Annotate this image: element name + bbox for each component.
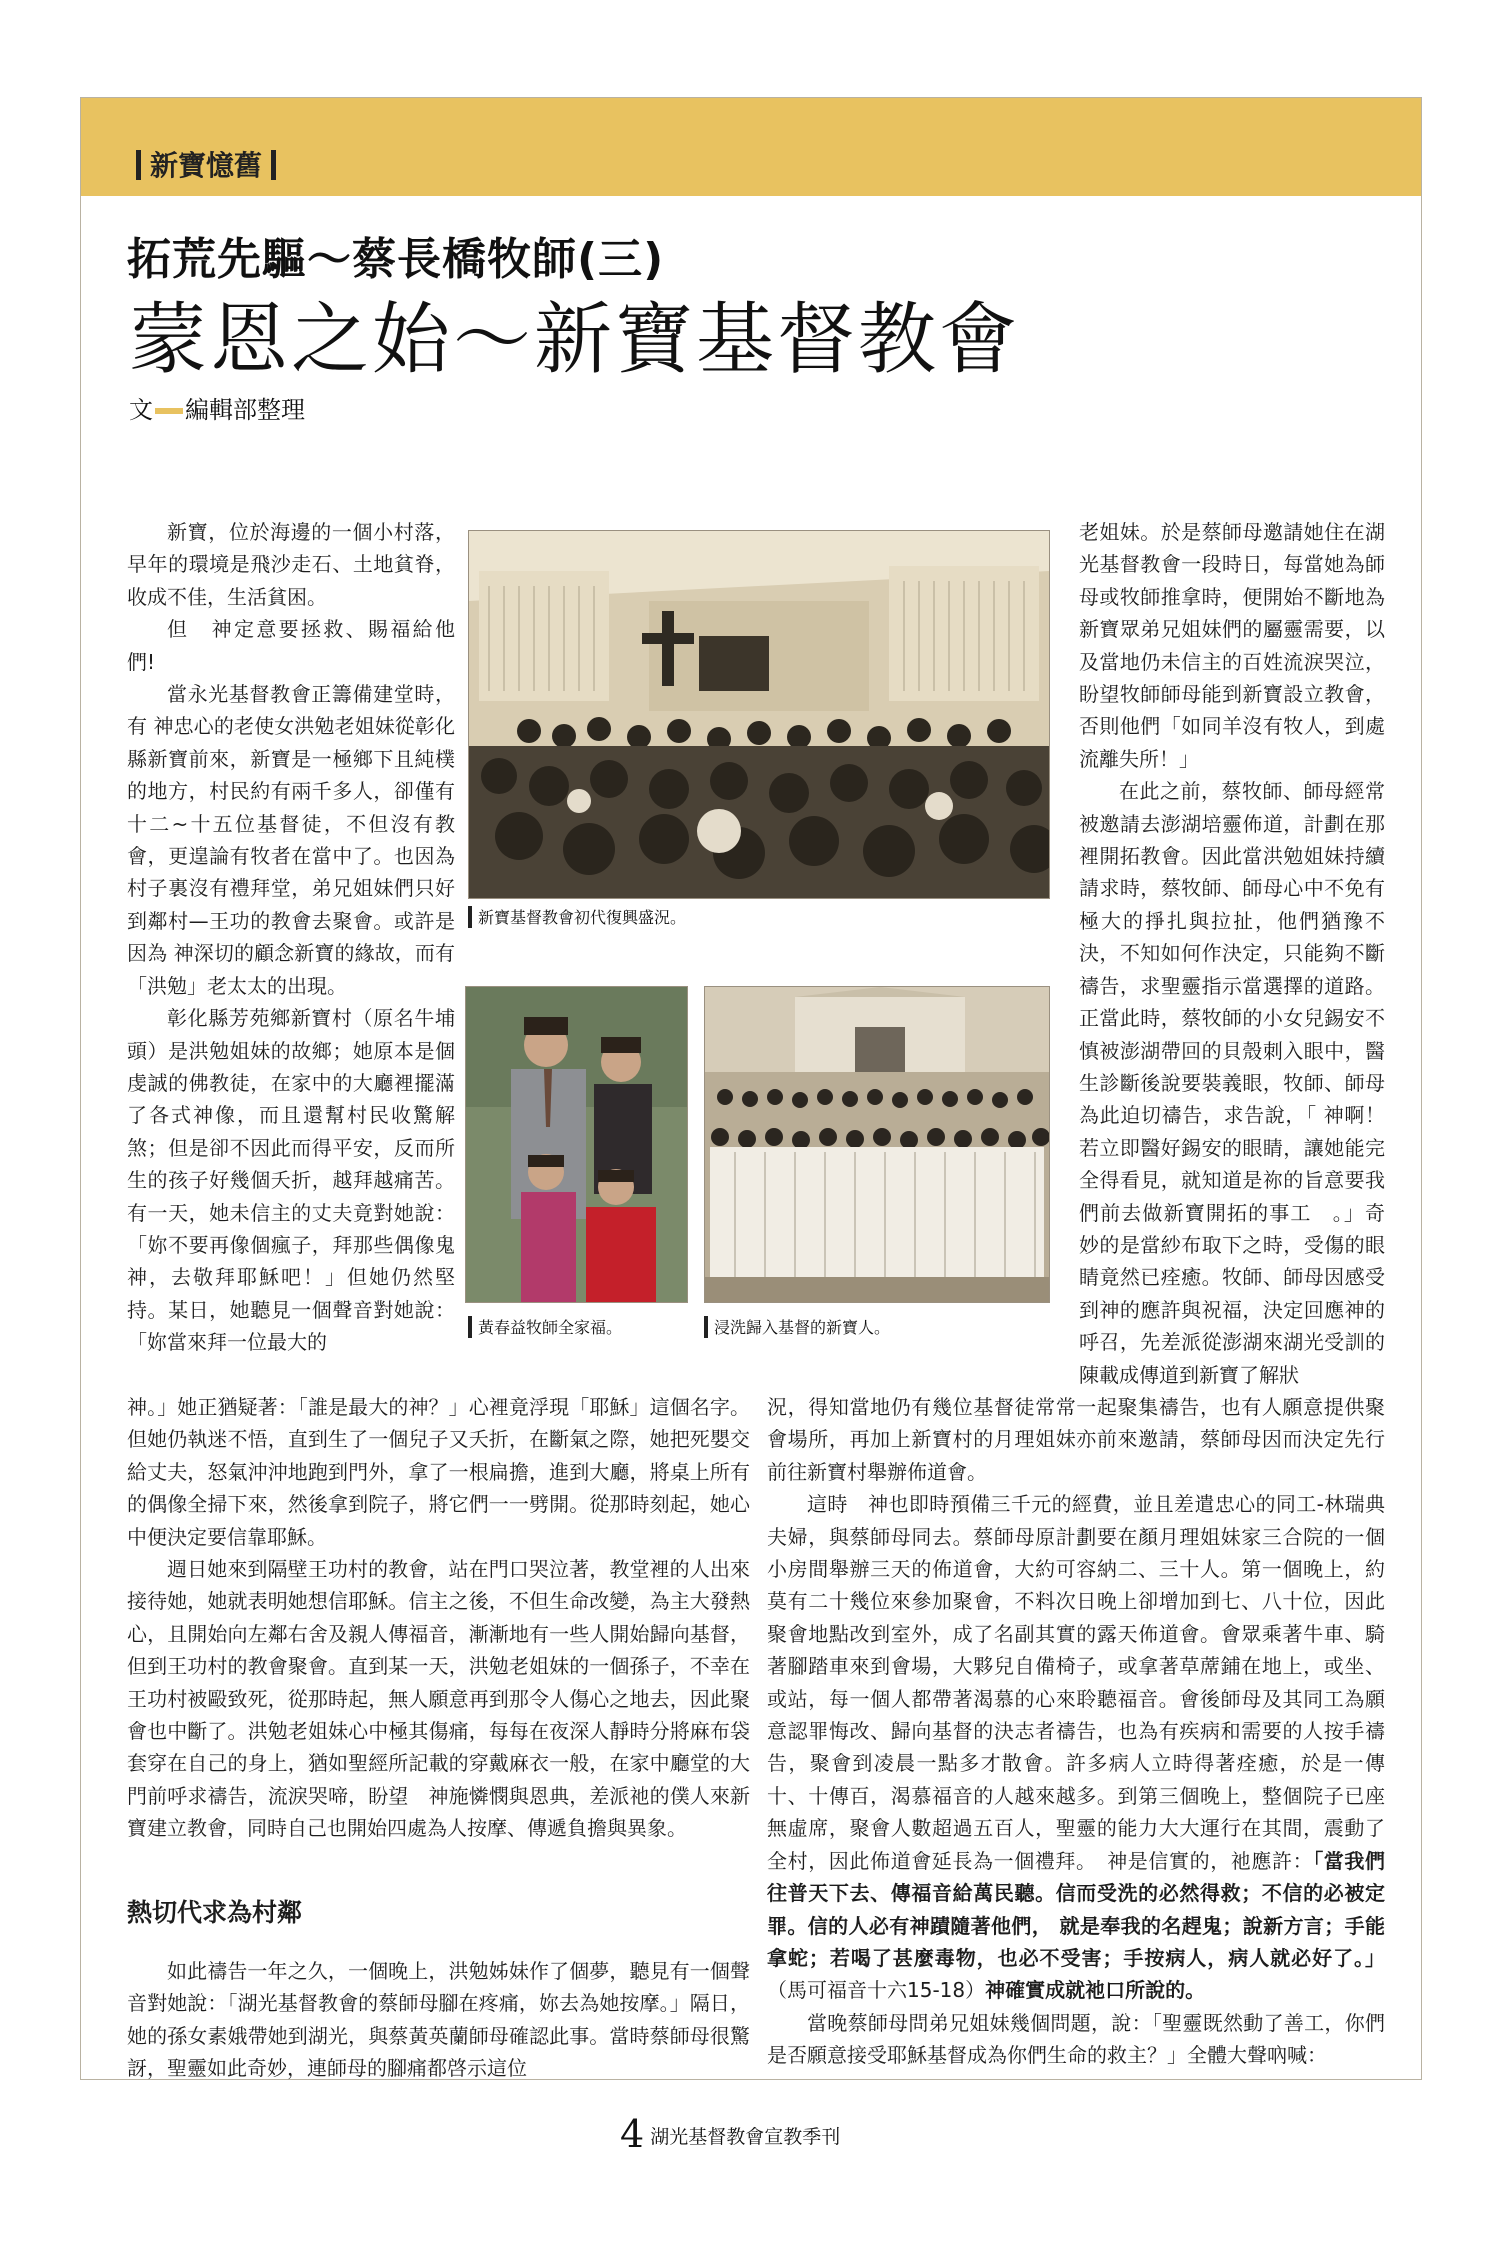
page-footer: [620, 2112, 840, 2156]
section-label: 新寶憶舊: [127, 146, 285, 186]
scripture-ending: 神確實成就祂口所說的。: [985, 1978, 1206, 2003]
byline: [129, 392, 305, 428]
paragraph: 當晚蔡師母問弟兄姐妹幾個問題，說：「聖靈既然動了善工，你們是否願意接受耶穌基督成為你們生命的救主？」全體大聲吶喊：: [767, 2010, 1385, 2068]
photo-baptism-group: [704, 986, 1050, 1303]
paragraph: 彰化縣芳苑鄉新寶村（原名牛埔頭）是洪勉姐妹的故鄉；她原本是個虔誠的佛教徒，在家中的大廳裡擺滿了各式神像，而且還幫村民收驚解煞；但是卻不因此而得平安，反而所生的孩子好幾個夭折，越拜越痛苦。有一天，她未信主的丈夫竟對她說：「妳不要再像個瘋子，拜那些偶像鬼神，去敬拜耶穌吧！」但她仍然堅持。某日，她聽見一個聲音對她說：「妳當來拜一位最大的: [127, 1006, 455, 1355]
paragraph: 如此禱告一年之久，一個晚上，洪勉姊妹作了個夢，聽見有一個聲音對她說：「湖光基督教會的蔡師母腳在疼痛，妳去為她按摩。」隔日，她的孫女素娥帶她到湖光，與蔡黃英蘭師母確認此事。當時蔡師母很驚訝，聖靈如此奇妙，連師母的腳痛都啓示這位: [127, 1958, 750, 2080]
scripture-reference: （馬可福音十六15-18）: [767, 1978, 986, 2003]
paragraph: 新寶，位於海邊的一個小村落，早年的環境是飛沙走石、土地貧脊，收成不佳，生活貧困。: [127, 520, 455, 609]
article-subtitle: 拓荒先驅～蔡長橋牧師(三): [127, 234, 665, 285]
column-left: [127, 516, 455, 1359]
paragraph: 老姐妹。於是蔡師母邀請她住在湖光基督教會一段時日，每當她為師母或牧師推拿時，便開始不斷地為新寶眾弟兄姐妹們的屬靈需要，以及當地仍未信主的百姓流淚哭泣，盼望牧師師母能到新寶設立教會，否則他們「如同羊沒有牧人，到處流離失所！」: [1079, 520, 1385, 771]
paragraph: 但 神定意要拯救、賜福給他們!: [127, 617, 455, 674]
scripture-quote: 「當我們往普天下去、傳福音給萬民聽。信而受洗的必然得救；不信的必被定罪。信的人必有神蹟隨著他們， 就是奉我的名趕鬼；說新方言；手能拿蛇；若喝了甚麼毒物，也必不受害；手按病人，病人就必好了。」: [767, 1848, 1386, 1970]
paragraph: 週日她來到隔壁王功村的教會，站在門口哭泣著，教堂裡的人出來接待她，她就表明她想信耶穌。信主之後，不但生命改變，為主大發熱心，且開始向左鄰右舍及親人傳福音，漸漸地有一些人開始歸向基督，但到王功村的教會聚會。直到某一天，洪勉老姐妹的一個孫子，不幸在王功村被毆致死，從那時起，無人願意再到那令人傷心之地去，因此聚會也中斷了。洪勉老姐妹心中極其傷痛，每每在夜深人靜時分將麻布袋套穿在自己的身上，猶如聖經所記載的穿戴麻衣一般，在家中廳堂的大門前呼求禱告，流淚哭啼，盼望 神施憐憫與恩典，差派祂的僕人來新寶建立教會，同時自己也開始四處為人按摩、傳遞負擔與異象。: [127, 1557, 750, 1841]
magazine-name: 湖光基督教會宣教季刊: [650, 2126, 841, 2148]
photo-church-revival: [468, 530, 1050, 899]
paragraph: 這時 神也即時預備三千元的經費，並且差遣忠心的同工-林瑞典夫婦，與蔡師母同去。蔡師母原計劃要在顏月理姐妹家三合院的一個小房間舉辦三天的佈道會，大約可容納二、三十人。第一個晚上，約莫有二十幾位來參加聚會，不料次日晚上卻增加到七、八十位，因此聚會地點改到室外，成了名副其實的露天佈道會。會眾乘著牛車、騎著腳踏車來到會場，大夥兒自備椅子，或拿著草蓆鋪在地上，或坐、或站，每一個人都帶著渴慕的心來聆聽福音。會後師母及其同工為願意認罪悔改、歸向基督的決志者禱告，也為有疾病和需要的人按手禱告，聚會到凌晨一點多才散會。許多病人立時得著痊癒，於是一傳十、十傳百，渴慕福音的人越來越多。到第三個晚上，整個院子已座無虛席，聚會人數超過五百人，聖靈的能力大大運行在其間，震動了全村，因此佈道會延長為一個禮拜。 神是信實的，祂應許：「當我們往普天下去、傳福音給萬民聽。信而受洗的必然得救；不信的必被定罪。信的人必有神蹟隨著他們， 就是奉我的名趕鬼；說新方言；手能拿蛇；若喝了甚麼毒物，也必不受害；手按病人，病人就必好了。」（馬可福音十六15-18）神確實成就祂口所說的。: [767, 1492, 1386, 2003]
section-heading: 熱切代求為村鄰: [127, 1897, 303, 1927]
paragraph: 當永光基督教會正籌備建堂時，有 神忠心的老使女洪勉老姐妹從彰化縣新寶前來，新寶是一極鄉下且純樸的地方，村民約有兩千多人，卻僅有十二~十五位基督徒，不但沒有教會，更遑論有牧者在當中了。也因為村子裏沒有禮拜堂，弟兄姐妹們只好到鄰村—王功的教會去聚會。或許是因為 神深切的顧念新寶的緣故，而有「洪勉」老太太的出現。: [127, 682, 455, 998]
paragraph: 在此之前，蔡牧師、師母經常被邀請去澎湖培靈佈道，計劃在那裡開拓教會。因此當洪勉姐妹持續請求時，蔡牧師、師母心中不免有極大的掙扎與拉扯，他們猶豫不決，不知如何作決定，只能夠不斷禱告，求聖靈指示當選擇的道路。正當此時，蔡牧師的小女兒錫安不慎被澎湖帶回的貝殼刺入眼中，醫生診斷後說要裝義眼，牧師、師母為此迫切禱告，求告說，「 神啊！若立即醫好錫安的眼睛，讓她能完全得看見，就知道是祢的旨意要我們前去做新寶開拓的事工 。」奇妙的是當紗布取下之時，受傷的眼睛竟然已痊癒。牧師、師母因感受到神的應許與祝福，決定回應神的呼召，先差派從澎湖來湖光受訓的陳載成傳道到新寶了解狀: [1079, 779, 1385, 1387]
caption-photo2: 黃春益牧師全家福。: [468, 1316, 622, 1339]
column-right: [1079, 516, 1385, 1391]
caption-photo3: 浸洗歸入基督的新寶人。: [704, 1316, 890, 1339]
article-title: 蒙恩之始～新寶基督教會: [129, 295, 1021, 385]
photo-family-portrait: [465, 986, 688, 1303]
paragraph: 況，得知當地仍有幾位基督徒常常一起聚集禱告，也有人願意提供聚會場所，再加上新寶村的月理姐妹亦前來邀請，蔡師母因而決定先行前往新寶村舉辦佈道會。: [767, 1395, 1385, 1484]
block-left: [127, 1391, 750, 2084]
block-right: [767, 1391, 1385, 2072]
paragraph: 神。」她正猶疑著：「誰是最大的神？」心裡竟浮現「耶穌」這個名字。但她仍執迷不悟，直到生了一個兒子又夭折，在斷氣之際，她把死嬰交給丈夫，怒氣沖沖地跑到門外，拿了一根扁擔，進到大廳，將桌上所有的偶像全掃下來，然後拿到院子，將它們一一劈開。從那時刻起，她心中便決定要信靠耶穌。: [127, 1395, 750, 1549]
byline-author: 編輯部整理: [185, 396, 305, 424]
caption-photo1: 新寶基督教會初代復興盛況。: [468, 906, 686, 929]
page-number: 4: [620, 2112, 645, 2156]
byline-prefix: 文: [129, 396, 153, 424]
